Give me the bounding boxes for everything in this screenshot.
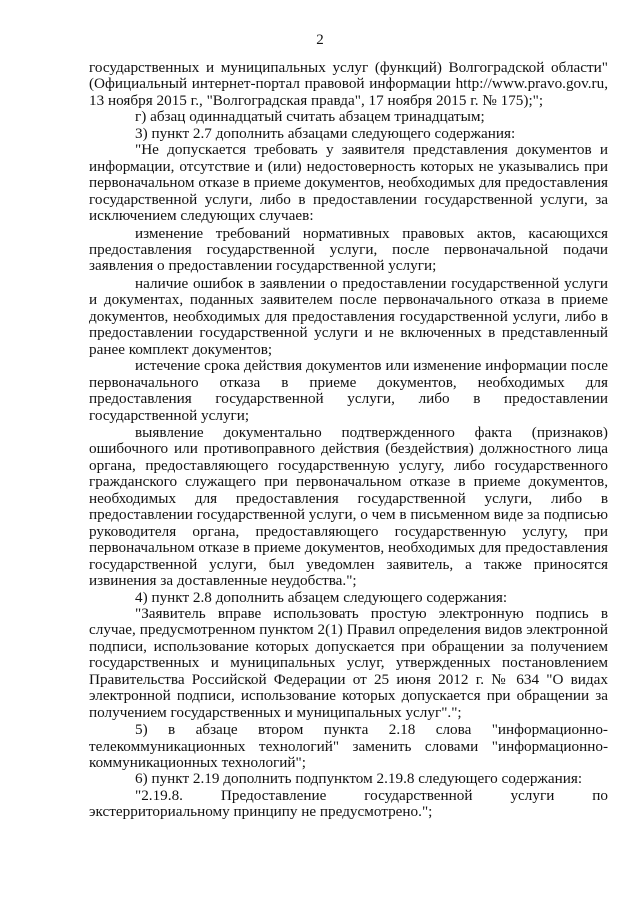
paragraph-item-5: 5) в абзаце втором пункта 2.18 слова "информационно-телекоммуникационных технологий" заменить словами "информационно-коммуникационных технологий";: [89, 721, 608, 772]
page-number: 2: [316, 32, 324, 48]
paragraph-quote-intro: "Не допускается требовать у заявителя представления документов и информации, отсутствие и (или) недостоверность которых не указывались при первоначальном отказе в приеме документов, необходимых для предоставления государственной услуги, либо в предоставлении государственной услуги, за исключением следующих случаев:: [89, 141, 608, 225]
paragraph-item-g: г) абзац одиннадцатый считать абзацем тринадцатым;: [135, 108, 485, 126]
document-body: [89, 60, 608, 821]
paragraph-subitem-2-19-8: "2.19.8. Предоставление государственной услуги по экстерриториальному принципу не предусмотрено.";: [89, 786, 608, 821]
paragraph-signature-quote: "Заявитель вправе использовать простую электронную подпись в случае, предусмотренном пунктом 2(1) Правил определения видов электронной подписи, использование которых допускается при обращении за получением государственных и муниципальных услуг, утвержденных постановлением Правительства Российской Федерации от 25 июня 2012 г. № 634 "О видах электронной подписи, использование которых допускается при обращении за получением государственных и муниципальных услуг".";: [89, 604, 608, 721]
paragraph-case-1: изменение требований нормативных правовых актов, касающихся предоставления государственной услуги, после первоначальной подачи заявления о предоставлении государственной услуги;: [89, 224, 608, 275]
paragraph-item-4: 4) пункт 2.8 дополнить абзацем следующего содержания:: [135, 588, 508, 606]
paragraph-item-3: 3) пункт 2.7 дополнить абзацами следующего содержания:: [135, 124, 516, 142]
paragraph-case-4: выявление документально подтвержденного факта (признаков) ошибочного или противоправного действия (бездействия) должностного лица органа, предоставляющего государственную услугу, либо государственного гражданского служащего при первоначальном отказе в приеме документов, необходимых для предоставления государственной услуги, либо в предоставлении государственной услуги, о чем в письменном виде за подписью руководителя органа, предоставляющего государственную услугу, при первоначальном отказе в приеме документов, необходимых для предоставления государственной услуги, был уведомлен заявитель, а также приносятся извинения за доставленные неудобства.";: [89, 423, 608, 590]
paragraph-item-6: 6) пункт 2.19 дополнить подпунктом 2.19.8 следующего содержания:: [135, 770, 583, 788]
paragraph-case-3: истечение срока действия документов или изменение информации после первоначального отказа в приеме документов, необходимых для предоставления государственной услуги, либо в предоставлении государственной услуги;: [89, 357, 608, 424]
paragraph-continuation: государственных и муниципальных услуг (функций) Волгоградской области" (Официальный интернет-портал правовой информации http://www.pravo.gov.ru, 13 ноября 2015 г., "Волгоградская правда", 17 ноября 2015 г. № 175);";: [89, 59, 608, 109]
paragraph-case-2: наличие ошибок в заявлении о предоставлении государственной услуги и документах, поданных заявителем после первоначального отказа в приеме документов, необходимых для предоставления государственной услуги, либо в предоставлении государственной услуги и не включенных в представленный ранее комплект документов;: [89, 274, 608, 358]
